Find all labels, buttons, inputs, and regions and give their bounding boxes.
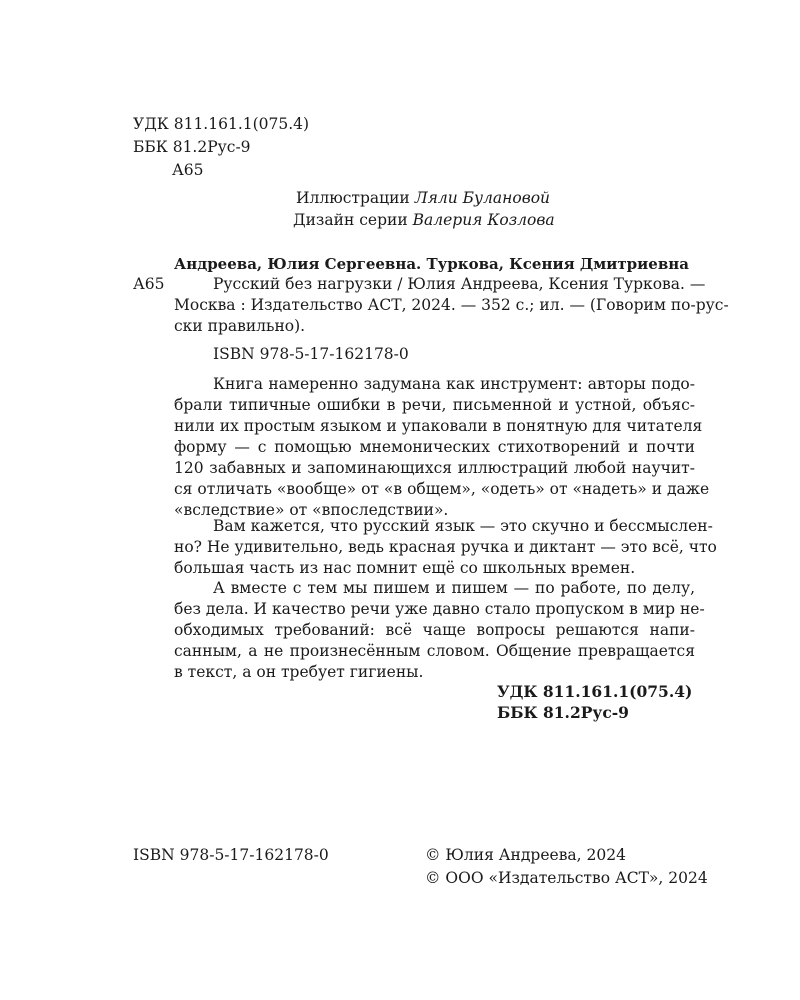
description-line: Русский без нагрузки / Юлия Андреева, Ксения Туркова. — — [213, 275, 706, 293]
illustrator-name: Ляли Булановой — [414, 189, 551, 207]
description-line: Москва : Издательство АСТ, 2024. — 352 с.; ил. — (Говорим по-рус- — [174, 296, 729, 314]
authors-heading: Андреева, Юлия Сергеевна. Туркова, Ксения Дмитриевна — [174, 255, 689, 273]
copyright-author: © Юлия Андреева, 2024 — [425, 846, 626, 864]
annotation-line: 120 забавных и запоминающихся иллюстраций любой научит- — [174, 459, 695, 477]
annotation-line: но? Не удивительно, ведь красная ручка и диктант — это всё, что — [174, 538, 717, 556]
annotation-line: большая часть из нас помнит ещё со школьных времен. — [174, 559, 636, 577]
udk-code: УДК 811.161.1(075.4) — [133, 115, 310, 133]
copyright-publisher: © ООО «Издательство АСТ», 2024 — [425, 869, 708, 887]
annotation-line: санным, а не произнесённым словом. Общение превращается — [174, 642, 695, 660]
bbk-code: ББК 81.2Рус-9 — [133, 138, 251, 156]
annotation-line: форму — с помощью мнемонических стихотворений и почти — [174, 438, 695, 456]
design-credit — [293, 210, 555, 230]
annotation-line: обходимых требований: всё чаще вопросы решаются напи- — [174, 621, 695, 639]
isbn-footer: ISBN 978-5-17-162178-0 — [133, 846, 329, 864]
author-mark-side: А65 — [133, 275, 165, 293]
udk-code-bottom: УДК 811.161.1(075.4) — [497, 682, 693, 701]
annotation-line: без дела. И качество речи уже давно стало пропуском в мир не- — [174, 600, 705, 618]
annotation-line: Вам кажется, что русский язык — это скучно и бессмыслен- — [213, 517, 713, 535]
annotation-line: «вследствие» от «впоследствии». — [174, 501, 449, 519]
isbn: ISBN 978-5-17-162178-0 — [213, 345, 409, 363]
annotation-line: брали типичные ошибки в речи, письменной и устной, объяс- — [174, 396, 695, 414]
annotation-line: Книга намеренно задумана как инструмент: авторы подо- — [213, 375, 695, 393]
illustrations-credit — [296, 188, 550, 208]
description-line: ски правильно). — [174, 317, 306, 335]
designer-name: Валерия Козлова — [412, 211, 555, 229]
annotation-line: в текст, а он требует гигиены. — [174, 663, 424, 681]
annotation-line: А вместе с тем мы пишем и пишем — по работе, по делу, — [213, 579, 695, 597]
bbk-code-bottom: ББК 81.2Рус-9 — [497, 703, 629, 722]
design-label: Дизайн серии — [293, 211, 413, 229]
annotation-line: нили их простым языком и упаковали в понятную для читателя — [174, 417, 703, 435]
illustrations-label: Иллюстрации — [296, 189, 415, 207]
annotation-line: ся отличать «вообще» от «в общем», «одеть» от «надеть» и даже — [174, 480, 710, 498]
author-mark: А65 — [172, 161, 204, 179]
